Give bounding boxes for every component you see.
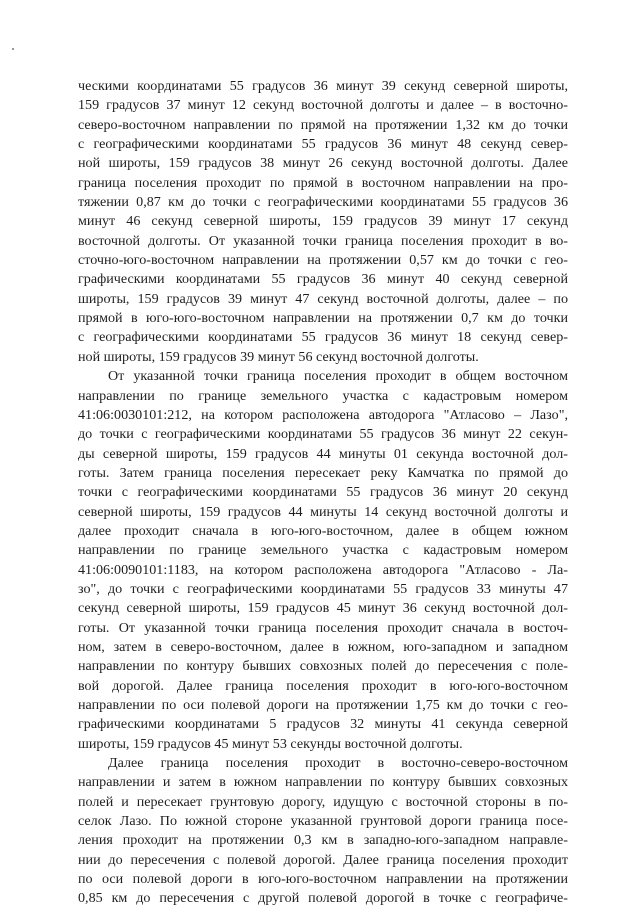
text-line: тяжении 0,87 км до точки с географическими координатами 55 градусов 36 xyxy=(78,194,568,211)
text-line: 159 градусов 37 минут 12 секунд восточной долготы и далее – в восточно- xyxy=(78,97,568,114)
text-line: готы. Затем граница поселения пересекает реку Камчатка по прямой до xyxy=(78,464,568,481)
text-line: северо-восточном направлении по прямой на протяжении 1,32 км до точки xyxy=(78,116,568,133)
text-line: ческими координатами 55 градусов 36 минут 39 секунд северной широты, xyxy=(78,78,568,94)
text-line: по оси полевой дороги в юго-юго-восточном направлении на протяжении xyxy=(78,871,568,888)
text-line: восточной долготы. От указанной точки граница поселения проходит в во- xyxy=(78,232,568,249)
text-line: направлении по границе земельного участка с кадастровым номером xyxy=(78,542,568,559)
text-line: Далее граница поселения проходит в восточно-северо-восточном xyxy=(108,755,568,772)
text-line: граница поселения проходит по прямой в восточном направлении на про- xyxy=(78,174,568,191)
text-line: направлении и затем в южном направлении по контуру бывших совхозных xyxy=(78,774,568,791)
scan-speck xyxy=(12,48,14,50)
text-line: 41:06:0030101:212, на котором расположена автодорога "Атласово – Лазо", xyxy=(78,406,568,423)
text-line: до точки с географическими координатами 55 градусов 36 минут 22 секун- xyxy=(78,426,568,443)
text-line: графическими координатами 55 градусов 36 минут 40 секунд северной xyxy=(78,271,568,288)
text-line: От указанной точки граница поселения проходит в общем восточном xyxy=(108,368,568,385)
text-line: секунд северной широты, 159 градусов 45 минут 36 секунд восточной дол- xyxy=(78,600,568,617)
text-line: селок Лазо. По южной стороне указанной грунтовой дороги граница посе- xyxy=(78,813,568,830)
document-body-text xyxy=(78,77,568,909)
text-line: с географическими координатами 55 градусов 36 минут 48 секунд север- xyxy=(78,136,568,153)
text-line: направлении по контуру бывших совхозных полей до пересечения с поле- xyxy=(78,658,568,675)
text-line: нии до пересечения с полевой дорогой. Далее граница поселения проходит xyxy=(78,851,568,868)
text-line: широты, 159 градусов 45 минут 53 секунды восточной долготы. xyxy=(78,735,463,752)
text-line: направлении по оси полевой дороги на протяжении 1,75 км до точки с гео- xyxy=(78,697,568,713)
text-line: минут 46 секунд северной широты, 159 градусов 39 минут 17 секунд xyxy=(78,213,568,230)
text-line: точки с географическими координатами 55 градусов 36 минут 20 секунд xyxy=(78,484,568,501)
text-line: ды северной широты, 159 градусов 44 минуты 01 секунда восточной дол- xyxy=(78,445,568,462)
text-line: ления проходит на протяжении 0,3 км в западно-юго-западном направле- xyxy=(78,832,568,849)
text-line: полей и пересекает грунтовую дорогу, идущую с восточной стороны в по- xyxy=(78,793,568,810)
text-line: ной широты, 159 градусов 39 минут 56 секунд восточной долготы. xyxy=(78,348,479,365)
text-line: вой дорогой. Далее граница поселения проходит в юго-юго-восточном xyxy=(78,677,568,694)
text-line: ном, затем в северо-восточном, далее в южном, юго-западном и западном xyxy=(78,638,568,655)
text-line: широты, 159 градусов 39 минут 47 секунд восточной долготы, далее – по xyxy=(78,290,568,307)
text-line: графическими координатами 5 градусов 32 минуты 41 секунда северной xyxy=(78,716,568,733)
text-line: сточно-юго-восточном направлении на протяжении 0,57 км до точки с гео- xyxy=(78,252,568,269)
text-line: 41:06:0090101:1183, на котором расположена автодорога "Атласово - Ла- xyxy=(78,561,568,578)
text-line: направлении по границе земельного участка с кадастровым номером xyxy=(78,387,568,404)
text-line: зо", до точки с географическими координатами 55 градусов 33 минуты 47 xyxy=(78,580,568,597)
text-line: готы. От указанной точки граница поселения проходит сначала в восточ- xyxy=(78,619,568,636)
text-line: северной широты, 159 градусов 44 минуты 14 секунд восточной долготы и xyxy=(78,503,568,520)
text-line: прямой в юго-юго-восточном направлении на протяжении 0,7 км до точки xyxy=(78,310,568,327)
text-line: далее проходит сначала в юго-юго-восточном, далее в общем южном xyxy=(78,522,568,539)
text-line: ной широты, 159 градусов 38 минут 26 секунд восточной долготы. Далее xyxy=(78,155,568,172)
text-line: с географическими координатами 55 градусов 36 минут 18 секунд север- xyxy=(78,329,568,346)
text-line: 0,85 км до пересечения с другой полевой дорогой в точке с географиче- xyxy=(78,890,568,907)
